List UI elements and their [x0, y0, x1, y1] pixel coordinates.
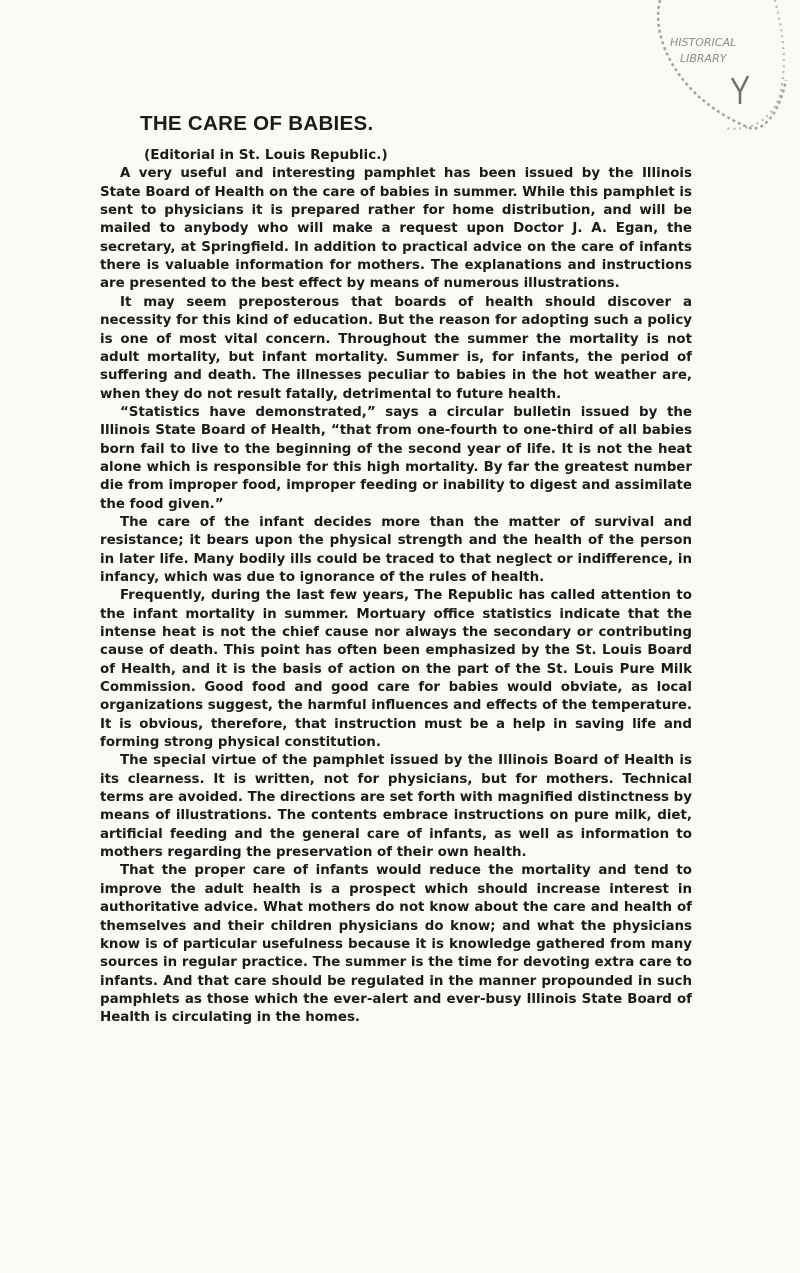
paragraph-2: It may seem preposterous that boards of health should discover a necessity for this kind of education. But the reason for adopting such a policy is one of most vital concern. Throughout the summer the mortality is not adult mortality, but infant mortality. Summer is, for infants, the period of suffering and death. The illnesses peculiar to babies in the hot weather are, when they do not result fatally, detrimental to future health.: [100, 294, 692, 402]
paragraph-5: Frequently, during the last few years, The Republic has called attention to the infant mortality in summer. Mortuary office statistics indicate that the intense heat is not the chief cause nor always the secondary or contributing cause of death. This point has often been emphasized by the St. Louis Board of Health, and it is the basis of action on the part of the St. Louis Pure Milk Commission. Good food and good care for babies would obviate, as local organizations suggest, the harmful influences and effects of the temperature. It is obvious, therefore, that instruction must be a help in saving life and forming strong physical constitution.: [100, 588, 692, 751]
paragraph-7: That the proper care of infants would reduce the mortality and tend to improve the adult health is a prospect which should increase interest in authoritative advice. What mothers do not know about the care and health of themselves and their children physicians do know; and what the physicians know is of particular usefulness because it is knowledge gathered from many sources in regular practice. The summer is the time for devoting extra care to infants. And that care should be regulated in the manner propounded in such pamphlets as those which the ever-alert and ever-busy Illinois State Board of Health is circulating in the homes.: [100, 863, 692, 1026]
article-subtitle: (Editorial in St. Louis Republic.): [144, 147, 388, 163]
document-page: [100, 110, 692, 1028]
article-title: THE CARE OF BABIES.: [140, 112, 374, 135]
stamp-line-2: LIBRARY: [680, 52, 727, 65]
stamp-line-1: HISTORICAL: [670, 36, 737, 49]
paragraph-1: A very useful and interesting pamphlet has been issued by the Illinois State Board of Health on the care of babies in summer. While this pamphlet is sent to physicians it is prepared rather for home distribution, and will be mailed to anybody who will make a request upon Doctor J. A. Egan, the secretary, at Springfield. In addition to practical advice on the care of infants there is valuable information for mothers. The explanations and instructions are presented to the best effect by means of numerous illustrations.: [100, 166, 692, 292]
paragraph-6: The special virtue of the pamphlet issued by the Illinois Board of Health is its clearness. It is written, not for physicians, but for mothers. Technical terms are avoided. The directions are set forth with magnified distinctness by means of illustrations. The contents embrace instructions on pure milk, diet, artificial feeding and the general care of infants, as well as information to mothers regarding the preservation of their own health.: [100, 753, 692, 861]
paragraph-3: “Statistics have demonstrated,” says a circular bulletin issued by the Illinois State Board of Health, “that from one-fourth to one-third of all babies born fail to live to the beginning of the second year of life. It is not the heat alone which is responsible for this high mortality. By far the greatest number die from improper food, improper feeding or inability to digest and assimilate the food given.”: [100, 404, 692, 512]
article-body: [100, 165, 692, 1027]
paragraph-4: The care of the infant decides more than the matter of survival and resistance; it bears upon the physical strength and the health of the person in later life. Many bodily ills could be traced to that neglect or indifference, in infancy, which was due to ignorance of the rules of health.: [100, 514, 692, 585]
